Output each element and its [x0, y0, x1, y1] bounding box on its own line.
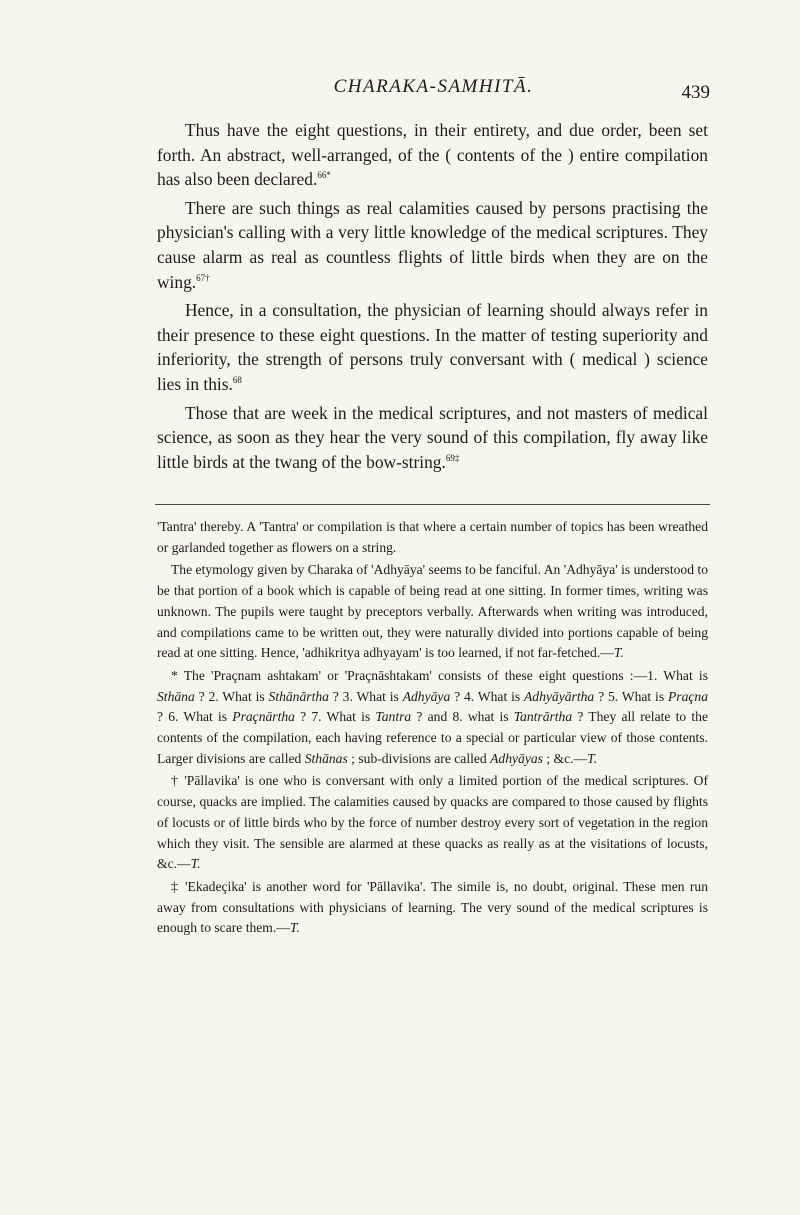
main-paragraph-3: Hence, in a consultation, the physician of learning should always refer in their presence to these eight questions. In the matter of testing superiority and inferiority, the strength of persons truly conversant with ( medical ) science lies in this.$^{68}$	[157, 300, 708, 394]
main-paragraph-2: There are such things as real calamities caused by persons practising the physician's calling with a very little knowledge of the medical scriptures. They cause alarm as real as countless flights of little birds when they are on the wing.$^{67\dagger}$	[157, 197, 708, 292]
footnote-dagger: † 'Pāllavika' is one who is conversant with only a limited portion of the medical scriptures. Of course, quacks are implied. The calamities caused by quacks are compared to those caused by flights of locusts or of little birds who by the force of number destroy every sort of vegetation in the region which they visit. The sensible are alarmed at these quacks as really as at the visitations of locusts, &c.—T.	[157, 773, 708, 872]
footnote-mark-67: 67†	[196, 272, 210, 283]
running-title: CHARAKA-SAMHITĀ.	[333, 76, 534, 97]
footnote-tantra: 'Tantra' thereby. A 'Tantra' or compilation is that where a certain number of topics has been wreathed or garlanded together as flowers on a string.	[157, 519, 708, 555]
footnote-star: * The 'Praçnam ashtakam' or 'Praçnāshtakam' consists of these eight questions :—1. What is Sthāna ? 2. What is Sthānārtha ? 3. What is Adhyāya ? 4. What is Adhyāyārtha ? 5. What is Praçna ? 6. What is Praçnārtha ? 7. What is Tantra ? and 8. what is Tantrārtha ? They all relate to the contents of the compilation, each having reference to a special or particular view of those contents. Larger divisions are called Sthānas ; sub-divisions are called Adhyāyas ; &c.—T.	[157, 667, 709, 766]
main-paragraph-1: Thus have the eight questions, in their entirety, and due order, been set forth. An abstract, well-arranged, of the ( contents of the ) entire compilation has also been declared.$^{66*}$	[157, 120, 708, 190]
footnote-mark-69: 69‡	[445, 452, 460, 463]
running-head	[157, 76, 710, 106]
footnote-mark-66: 66*	[317, 170, 331, 181]
page-number: 439	[681, 82, 710, 103]
main-paragraph-4: Those that are week in the medical scriptures, and not masters of medical science, as soon as they hear the very sound of this compilation, fly away like little birds at the twang of the bow-string.$^{69\ddagger}$	[157, 402, 708, 472]
footnote-double-dagger: ‡ 'Ekadeçika' is another word for 'Pāllavika'. The simile is, no doubt, original. These men run away from consultations with physicians of learning. The very sound of the medical scriptures is enough to scare them.—T.	[157, 878, 708, 936]
main-text	[157, 118, 708, 478]
footnote-etymology: The etymology given by Charaka of 'Adhyāya' seems to be fanciful. An 'Adhyāya' is understood to be that portion of a book which is capable of being read at one sitting. In former times, writing was unknown. The pupils were taught by preceptors verbally. Afterwards when writing was introduced, and compilations came to be written out, they were naturally divided into portions capable of being read at one sitting. Hence, 'adhikritya adhyayam' is too learned, if not far-fetched.—T.	[157, 562, 708, 661]
footnote-divider	[155, 504, 710, 505]
footnote-mark-68: 68	[232, 374, 242, 385]
footnotes	[157, 517, 708, 941]
